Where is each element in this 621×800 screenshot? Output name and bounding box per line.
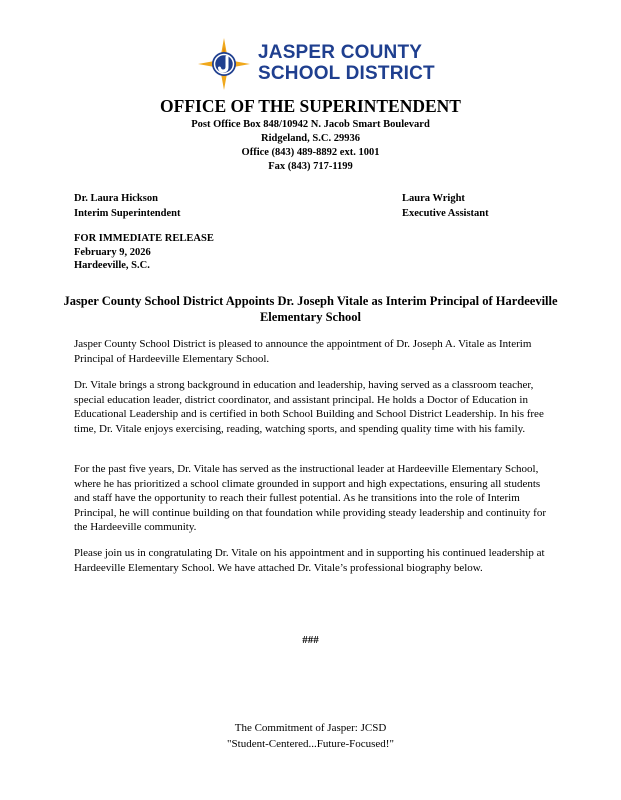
- assistant-name: Laura Wright: [402, 193, 465, 204]
- assistant-role: Executive Assistant: [402, 208, 489, 219]
- logo-text-line2: SCHOOL DISTRICT: [258, 63, 435, 84]
- address-line1: Post Office Box 848/10942 N. Jacob Smart Boulevard: [191, 119, 430, 130]
- address-line2: Ridgeland, S.C. 29936: [261, 133, 360, 144]
- phone-number: Office (843) 489-8892 ext. 1001: [241, 147, 380, 158]
- body-paragraph-2: Dr. Vitale brings a strong background in education and leadership, having served as a classroom teacher, special education leader, district coordinator, and assistant principal. He holds a Doctor of Education in Educational Leadership and is certified in both School Building and School District Leadership. In his free time, Dr. Vitale enjoys exercising, reading, watching sports, and spending quality time with his family.: [74, 379, 544, 435]
- body-paragraph-3: For the past five years, Dr. Vitale has served as the instructional leader at Hardeeville Elementary School, where he has prioritized a school climate grounded in support and high expectations, ensuring all students and staff have the opportunity to reach their fullest potential. As he transitions into the role of Interim Principal, he will continue building on that foundation while providing steady leadership and continuity for the Hardeeville community.: [74, 463, 546, 533]
- footer-slogan: "Student-Centered...Future-Focused!": [227, 738, 394, 750]
- end-marker: ###: [302, 634, 319, 646]
- contact-left: [74, 191, 180, 221]
- release-location: Hardeeville, S.C.: [74, 260, 150, 271]
- footer-line1: The Commitment of Jasper: JCSD: [234, 722, 387, 734]
- press-release-headline: Jasper County School District Appoints Dr. Joseph Vitale as Interim Principal of Hardeeville Elementary School: [63, 294, 558, 324]
- body-paragraph-4: Please join us in congratulating Dr. Vitale on his appointment and in supporting his continued leadership at Hardeeville Elementary School. We have attached Dr. Vitale’s professional biography below.: [74, 547, 545, 574]
- fax-number: Fax (843) 717-1199: [268, 161, 353, 172]
- district-logo: [196, 36, 435, 88]
- body-paragraph-1: Jasper County School District is pleased to announce the appointment of Dr. Joseph A. Vitale as Interim Principal of Hardeeville Elementary School.: [74, 338, 532, 365]
- release-date: February 9, 2026: [74, 246, 151, 258]
- superintendent-role: Interim Superintendent: [74, 208, 181, 219]
- superintendent-name: Dr. Laura Hickson: [74, 193, 158, 204]
- release-label: FOR IMMEDIATE RELEASE: [74, 233, 214, 244]
- release-block: [74, 232, 214, 273]
- office-title: OFFICE OF THE SUPERINTENDENT: [160, 96, 461, 116]
- contact-right: [402, 191, 489, 221]
- logo-text-line1: JASPER COUNTY: [258, 42, 423, 63]
- compass-star-j-logo-icon: [196, 36, 252, 92]
